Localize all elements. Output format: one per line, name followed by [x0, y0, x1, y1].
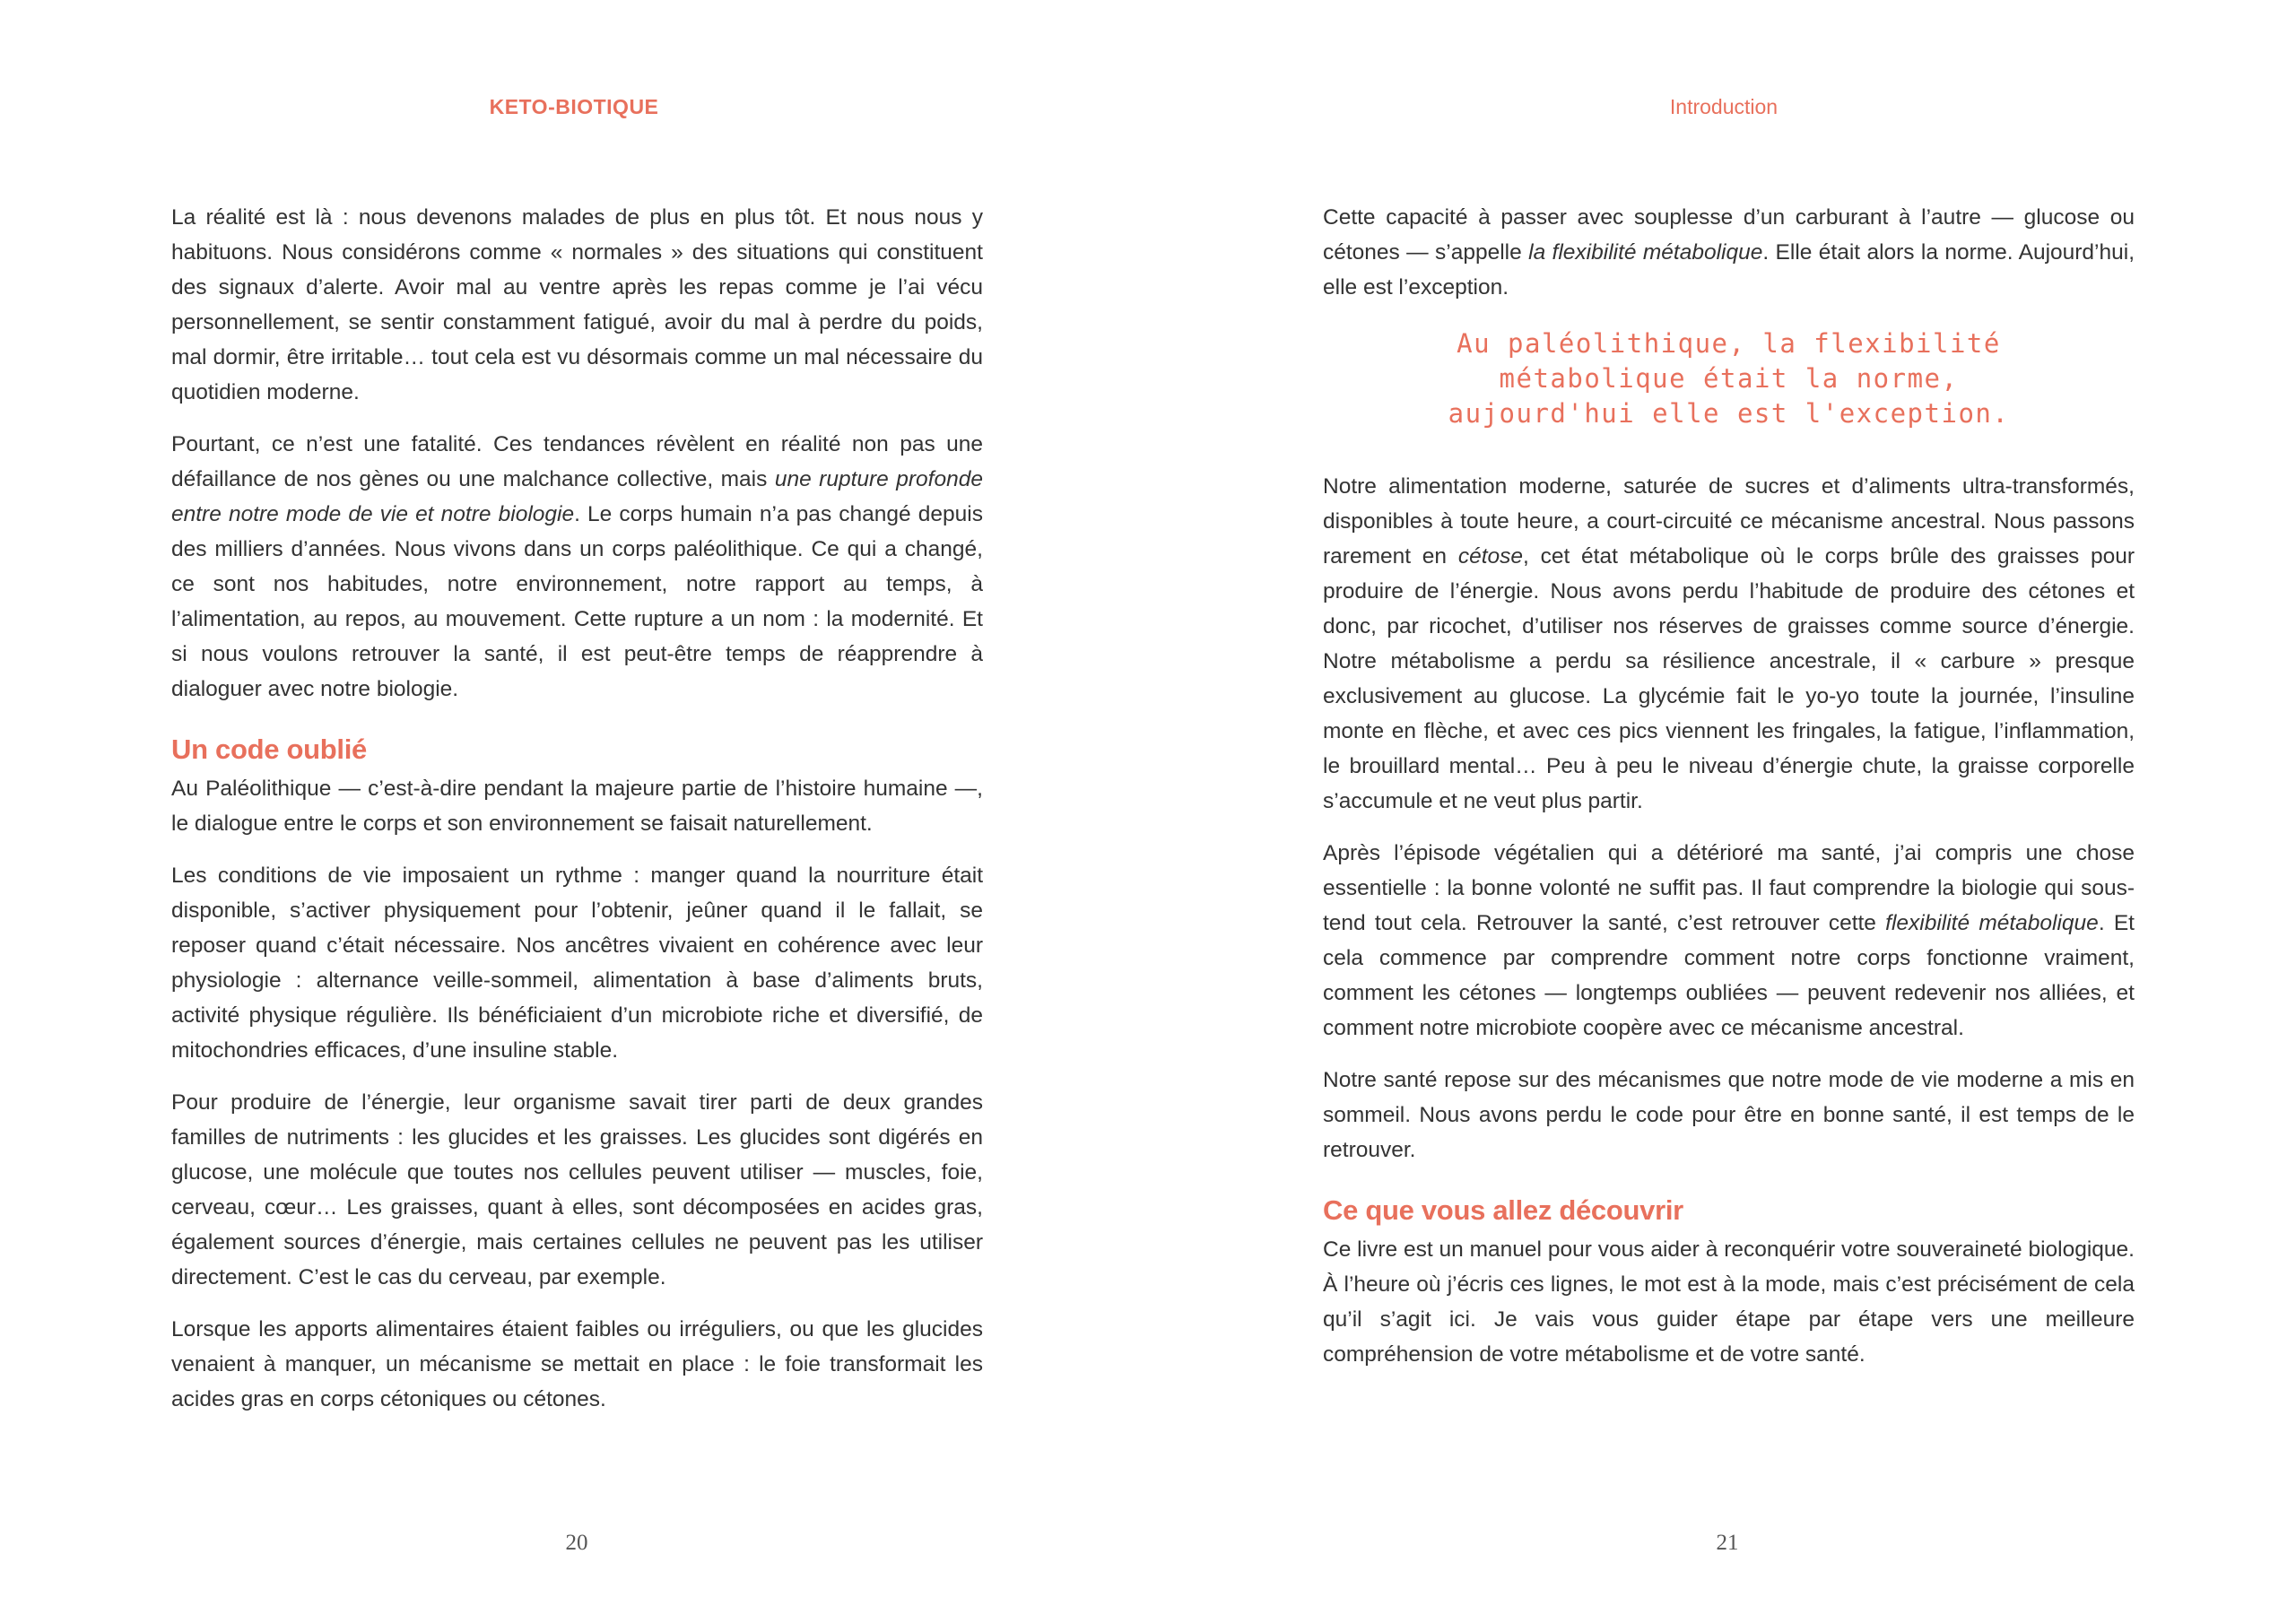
pull-quote-line: aujourd'hui elle est l'exception.: [1448, 398, 2010, 429]
section-heading: Ce que vous allez découvrir: [1323, 1194, 1683, 1226]
paragraph: Lorsque les apports alimentaires étaient faibles ou irréguliers, ou que les glucides venaient à manquer, un mécanisme se mettait en place : le foie transformait les acides gras en corps cétoniques ou cétones.: [171, 1317, 983, 1411]
text-run: Notre alimentation moderne, saturée de sucres et d’aliments ultra-transformés, disponibles à toute heure, a court-circuité ce mécanisme ancestral. Nous passons rarement en: [1323, 474, 2135, 569]
page-number: 20: [565, 1531, 588, 1555]
paragraph: Pour produire de l’énergie, leur organisme savait tirer parti de deux grandes familles de nutriments : les glucides et les graisses. Les glucides sont digérés en glucose, une molécule que toutes nos cellules peuvent utiliser — muscles, foie, cerveau, cœur… Les graisses, quant à elles, sont décomposées en acides gras, également sources d’énergie, mais certaines cellules ne peuvent pas les utiliser directement. C’est le cas du cerveau, par exemple.: [171, 1090, 983, 1289]
italic-emphasis: flexibilité métabolique: [1885, 911, 2099, 935]
pull-quote-line: Au paléolithique, la flexibilité: [1457, 328, 2001, 359]
left-page-body: [171, 200, 983, 1434]
text-run: Après l’épisode végétalien qui a détérioré ma santé, j’ai compris une chose essentielle : la bonne volonté ne suffit pas. Il faut comprendre la biologie qui sous-tend tout cela. Retrouver la santé, c’est retrouver cette: [1323, 841, 2135, 935]
text-run: , cet état métabolique où le corps brûle des graisses pour produire de l’énergie. Nous avons perdu l’habitude de produire des cétones et donc, par ricochet, d’utiliser nos réserves de graisses comme source d’énergie. Notre métabolisme a perdu sa résilience ancestrale, il « carbure » presque exclusivement au glucose. La glycémie fait le yo-yo toute la journée, l’insuline monte en flèche, et avec ces pics viennent les fringales, la fatigue, l’inflammation, le brouillard mental… Peu à peu le niveau d’énergie chute, la graisse corporelle s’accumule et ne veut plus partir.: [1323, 544, 2135, 813]
text-run: . Et cela commence par comprendre comment notre corps fonctionne vraiment, comment les cétones — longtemps oubliées — peuvent redevenir nos alliées, et comment notre microbiote coopère avec ce mécanisme ancestral.: [1323, 911, 2135, 1040]
italic-emphasis: la flexibilité métabolique: [1528, 240, 1763, 265]
italic-emphasis: une rupture profonde entre notre mode de vie et notre biologie: [171, 467, 983, 526]
paragraph: [1323, 836, 2135, 1046]
paragraph: [1323, 469, 2135, 819]
paragraph: [171, 427, 983, 707]
italic-emphasis: cétose: [1457, 544, 1524, 569]
right-page-body: [1323, 200, 2135, 1389]
running-head-chapter-title: Introduction: [1669, 95, 1779, 118]
text-run: . Le corps humain n’a pas changé depuis des milliers d’années. Nous vivons dans un corps paléolithique. Ce qui a changé, ce sont nos habitudes, notre environnement, notre rapport au temps, à l’alimentation, au repos, au mouvement. Cette rupture a un nom : la modernité. Et si nous voulons retrouver la santé, il est peut-être temps de réapprendre à dialoguer avec notre biologie.: [171, 502, 983, 701]
paragraph: [1323, 200, 2135, 305]
running-head-book-title: KETO-BIOTIQUE: [489, 95, 659, 118]
paragraph: Les conditions de vie imposaient un rythme : manger quand la nourriture était disponible, s’activer physiquement pour l’obtenir, jeûner quand il le fallait, se reposer quand c’était nécessaire. Nos ancêtres vivaient en cohérence avec leur physiologie : alternance veille-sommeil, alimentation à base d’aliments bruts, activité physique régulière. Ils bénéficiaient d’un microbiote riche et diversifié, de mitochondries efficaces, d’une insuline stable.: [171, 864, 983, 1063]
text-run: . Elle était alors la norme. Aujourd’hui, elle est l’exception.: [1323, 240, 2135, 299]
text-run: Pourtant, ce n’est une fatalité. Ces tendances révèlent en réalité non pas une défaillance de nos gènes ou une malchance collective, mais: [171, 432, 983, 491]
section-heading: Un code oublié: [171, 734, 367, 765]
paragraph: Notre santé repose sur des mécanismes que notre mode de vie moderne a mis en sommeil. Nous avons perdu le code pour être en bonne santé, il est temps de le retrouver.: [1323, 1068, 2135, 1162]
paragraph: La réalité est là : nous devenons malades de plus en plus tôt. Et nous nous y habituons. Nous considérons comme « normales » des situations qui constituent des signaux d’alerte. Avoir mal au ventre après les repas comme je l’ai vécu personnellement, se sentir constamment fatigué, avoir du mal à perdre du poids, mal dormir, être irritable… tout cela est vu désormais comme un mal nécessaire du quotidien moderne.: [171, 205, 983, 404]
paragraph: Au Paléolithique — c’est-à-dire pendant la majeure partie de l’histoire humaine —, le dialogue entre le corps et son environnement se faisait naturellement.: [171, 777, 983, 836]
page-number: 21: [1716, 1531, 1739, 1555]
pull-quote: [1323, 326, 2135, 431]
paragraph: Ce livre est un manuel pour vous aider à reconquérir votre souveraineté biologique. À l’heure où j’écris ces lignes, le mot est à la mode, mais c’est précisément de cela qu’il s’agit ici. Je vais vous guider étape par étape vers une meilleure compréhension de votre métabolisme et de votre santé.: [1323, 1237, 2135, 1367]
pull-quote-line: métabolique était la norme,: [1499, 363, 1959, 394]
right-page: [1148, 0, 2296, 1606]
text-run: Cette capacité à passer avec souplesse d’un carburant à l’autre — glucose ou cétones — s’appelle: [1323, 205, 2135, 265]
